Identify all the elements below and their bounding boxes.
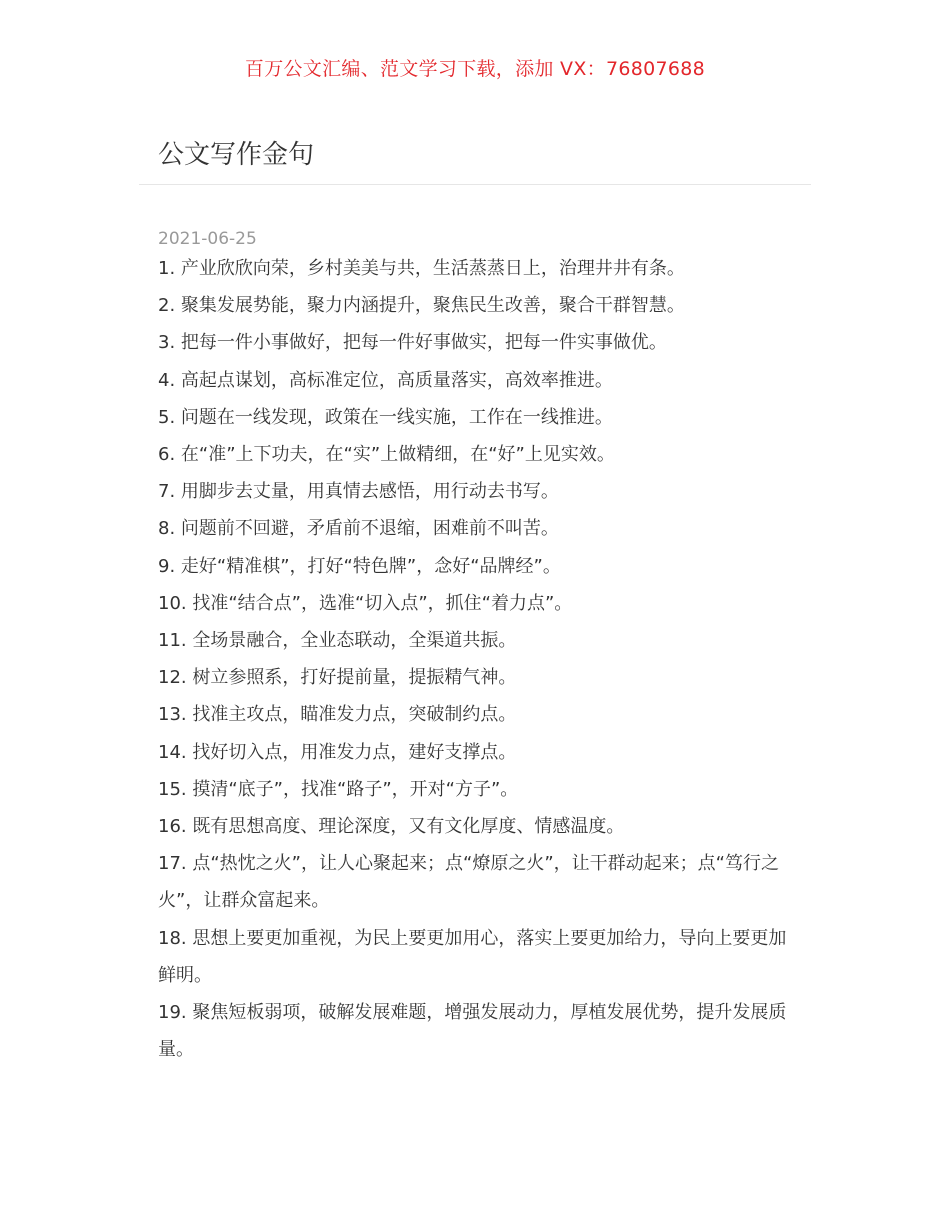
- list-item: 2. 聚集发展势能，聚力内涵提升，聚焦民生改善，聚合干群智慧。: [158, 295, 685, 317]
- title-divider: [139, 184, 811, 185]
- promo-banner: 百万公文汇编、范文学习下载，添加 VX：76807688: [244, 58, 706, 80]
- list-item: 18. 思想上要更加重视，为民上要更加用心，落实上要更加给力，导向上要更加鲜明。: [158, 927, 787, 986]
- list-item: 16. 既有思想高度、理论深度，又有文化厚度、情感温度。: [158, 816, 625, 838]
- quote-list: [158, 250, 798, 1068]
- list-item: 14. 找好切入点，用准发力点，建好支撑点。: [158, 741, 517, 763]
- list-item: 15. 摸清“底子”，找准“路子”，开对“方子”。: [158, 778, 519, 800]
- article-title: 公文写作金句: [158, 140, 315, 170]
- list-item: 19. 聚焦短板弱项，破解发展难题，增强发展动力，厚植发展优势，提升发展质量。: [158, 1002, 787, 1061]
- list-item: 4. 高起点谋划，高标准定位，高质量落实，高效率推进。: [158, 369, 613, 391]
- list-item: 6. 在“准”上下功夫，在“实”上做精细，在“好”上见实效。: [158, 444, 615, 466]
- list-item: 10. 找准“结合点”，选准“切入点”，抓住“着力点”。: [158, 592, 573, 614]
- list-item: 1. 产业欣欣向荣，乡村美美与共，生活蒸蒸日上，治理井井有条。: [158, 258, 685, 279]
- list-item: 8. 问题前不回避，矛盾前不退缩，困难前不叫苦。: [158, 518, 559, 540]
- publish-date: 2021-06-25: [158, 229, 257, 249]
- list-item: 9. 走好“精准棋”，打好“特色牌”，念好“品牌经”。: [158, 555, 561, 577]
- list-item: 7. 用脚步去丈量，用真情去感悟，用行动去书写。: [158, 481, 559, 503]
- list-item: 13. 找准主攻点，瞄准发力点，突破制约点。: [158, 704, 517, 726]
- list-item: 11. 全场景融合，全业态联动，全渠道共振。: [158, 630, 517, 652]
- list-item: 5. 问题在一线发现，政策在一线实施，工作在一线推进。: [158, 406, 613, 428]
- list-item: 3. 把每一件小事做好，把每一件好事做实，把每一件实事做优。: [158, 332, 667, 354]
- list-item: 12. 树立参照系，打好提前量，提振精气神。: [158, 667, 517, 689]
- list-item: 17. 点“热忱之火”，让人心聚起来；点“燎原之火”，让干群动起来；点“笃行之火”，让群众富起来。: [158, 853, 779, 912]
